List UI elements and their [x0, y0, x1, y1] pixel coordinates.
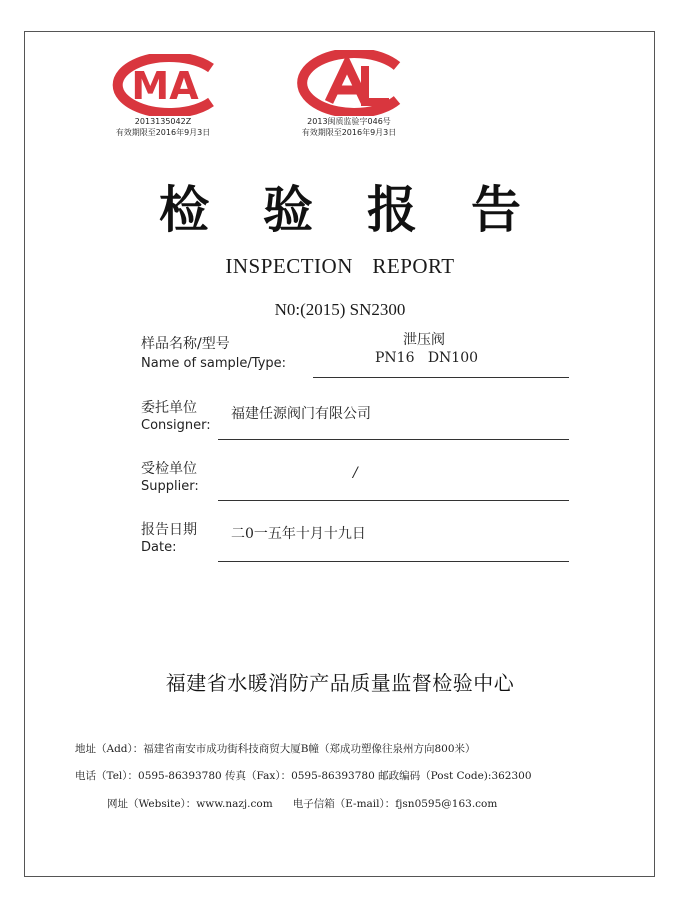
sample-label-cn: 样品名称/型号 [141, 336, 230, 352]
svg-text:MA: MA [131, 64, 199, 108]
consigner-label-en: Consigner: [141, 418, 211, 433]
sample-underline [313, 377, 569, 378]
date-value: 二0一五年十月十九日 [231, 526, 366, 542]
report-title-english: INSPECTION REPORT [225, 254, 455, 278]
cal-logo-icon [289, 50, 409, 116]
report-title-chinese [0, 170, 680, 242]
cma-seal [88, 54, 238, 138]
institution-name: 福建省水暖消防产品质量监督检验中心 [165, 671, 515, 695]
consigner-value: 福建任源阀门有限公司 [231, 406, 371, 422]
cma-validity: 有效期限至2016年9月3日 [115, 128, 211, 137]
date-underline [218, 561, 569, 562]
supplier-value: / [353, 465, 358, 481]
supplier-label-en: Supplier: [141, 479, 199, 494]
cal-number: 2013闽质监验字046号 [307, 117, 391, 126]
report-number: N0:(2015) SN2300 [274, 300, 406, 319]
cma-number: 2013135042Z [134, 117, 192, 126]
contact-web-email: 网址（Website）：www.nazj.com 电子信箱（E-mail）：fjsn0595@163.com [107, 798, 498, 810]
consigner-underline [218, 439, 569, 440]
consigner-label-cn: 委托单位 [141, 400, 197, 416]
title-char: 告 [471, 180, 521, 239]
date-label-cn: 报告日期 [141, 522, 197, 538]
sample-value-type: PN16 DN100 [375, 350, 479, 366]
contact-address: 地址（Add）：福建省南安市成功街科技商贸大厦B幢（郑成功塑像往泉州方向800米） [75, 743, 476, 755]
cma-logo-icon [103, 54, 223, 116]
title-char: 检 [159, 180, 209, 239]
title-char: 报 [367, 180, 417, 239]
date-label-en: Date: [141, 540, 177, 555]
cal-seal [274, 50, 424, 138]
contact-phones: 电话（Tel）：0595-86393780 传真（Fax）：0595-86393780 邮政编码（Post Code):362300 [75, 770, 532, 782]
cal-validity: 有效期限至2016年9月3日 [301, 128, 397, 137]
title-char: 验 [263, 180, 313, 239]
sample-label-en: Name of sample/Type: [141, 356, 287, 371]
supplier-label-cn: 受检单位 [141, 461, 197, 477]
supplier-underline [218, 500, 569, 501]
sample-value-name: 泄压阀 [403, 332, 445, 348]
